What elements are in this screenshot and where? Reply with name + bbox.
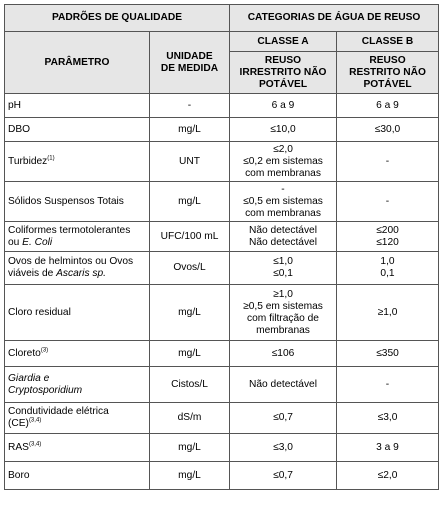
param-cell: pH xyxy=(5,94,150,118)
unit-cell: mg/L xyxy=(150,462,230,490)
param-line1: Giardia e xyxy=(8,372,50,384)
class-a-cell: ≤10,0 xyxy=(230,118,337,142)
value-line: ≤200 xyxy=(376,224,399,236)
value-line: 1,0 xyxy=(380,256,395,267)
value-line: Não detectável xyxy=(249,236,317,248)
param-line2 xyxy=(8,418,146,430)
class-b-cell: - xyxy=(337,367,439,403)
class-a-cell: Não detectável xyxy=(230,367,337,403)
value-line: com filtração de xyxy=(247,312,319,324)
param-line1: Ovos de helmintos ou Ovos xyxy=(8,256,134,267)
value-line: ≤0,5 em sistemas xyxy=(243,195,323,207)
class-b-desc-line2: RESTRITO NÃO xyxy=(349,66,426,78)
value-line: 0,1 xyxy=(380,268,395,279)
unit-cell: mg/L xyxy=(150,341,230,367)
class-a-cell xyxy=(230,222,337,252)
subheader-row-1 xyxy=(5,32,439,52)
class-b-cell: ≤3,0 xyxy=(337,403,439,434)
class-a-cell xyxy=(230,252,337,285)
footnote-ref: (3,4) xyxy=(28,417,42,424)
value-line: ≥1,0 xyxy=(273,288,293,300)
class-b-cell: ≤350 xyxy=(337,341,439,367)
table-row xyxy=(5,434,439,462)
class-b-cell: - xyxy=(337,142,439,182)
param-text: Turbidez xyxy=(8,155,48,167)
param-species: Ascaris sp. xyxy=(56,268,106,279)
footnote-ref: (1) xyxy=(47,155,55,162)
class-a-cell: ≤106 xyxy=(230,341,337,367)
header-reuse-categories: CATEGORIAS DE ÁGUA DE REUSO xyxy=(230,5,439,32)
param-text: (CE) xyxy=(8,418,29,429)
param-line2: Cryptosporidium xyxy=(8,384,83,396)
value-line: ≤0,2 em sistemas xyxy=(243,155,323,167)
unit-cell: Ovos/L xyxy=(150,252,230,285)
col-header-class-b-desc xyxy=(337,52,439,94)
unit-cell: Cistos/L xyxy=(150,367,230,403)
class-a-desc-line3: POTÁVEL xyxy=(258,78,308,90)
class-b-desc-line1: REUSO xyxy=(369,54,406,66)
value-line: ≥0,5 em sistemas xyxy=(243,300,323,312)
header-row xyxy=(5,5,439,32)
param-cell xyxy=(5,252,150,285)
param-cell xyxy=(5,403,150,434)
footnote-ref: (3,4) xyxy=(28,441,42,448)
param-cell xyxy=(5,434,150,462)
table-row xyxy=(5,142,439,182)
col-header-parameter: PARÂMETRO xyxy=(5,32,150,94)
table-row xyxy=(5,462,439,490)
param-cell: Cloro residual xyxy=(5,285,150,341)
class-a-desc-line1: REUSO xyxy=(264,54,302,66)
table-row xyxy=(5,94,439,118)
param-cell: DBO xyxy=(5,118,150,142)
unit-cell: UNT xyxy=(150,142,230,182)
class-a-cell xyxy=(230,182,337,222)
param-line2 xyxy=(8,268,146,280)
footnote-ref: (3) xyxy=(40,347,49,354)
class-b-cell: ≤30,0 xyxy=(337,118,439,142)
param-cell: Boro xyxy=(5,462,150,490)
value-line: Não detectável xyxy=(249,224,317,236)
table-row xyxy=(5,222,439,252)
class-b-cell: - xyxy=(337,182,439,222)
class-b-desc-line3: POTÁVEL xyxy=(363,78,412,90)
param-text: Cloreto xyxy=(8,347,41,359)
class-b-cell: 6 a 9 xyxy=(337,94,439,118)
table-row xyxy=(5,118,439,142)
class-a-cell xyxy=(230,285,337,341)
class-b-cell: 3 a 9 xyxy=(337,434,439,462)
table-row xyxy=(5,252,439,285)
col-header-class-b: CLASSE B xyxy=(337,32,439,52)
param-cell xyxy=(5,341,150,367)
value-line: ≤120 xyxy=(376,236,399,248)
table-row xyxy=(5,403,439,434)
value-line: ≤2,0 xyxy=(273,143,293,155)
col-header-unit-line2: DE MEDIDA xyxy=(160,62,219,74)
class-a-cell xyxy=(230,142,337,182)
class-b-cell: ≤2,0 xyxy=(337,462,439,490)
value-line: com membranas xyxy=(245,167,321,179)
param-line2 xyxy=(8,237,146,249)
class-a-cell: ≤0,7 xyxy=(230,403,337,434)
unit-cell: mg/L xyxy=(150,434,230,462)
value-line: - xyxy=(281,183,285,195)
param-text: viáveis de xyxy=(8,268,57,279)
class-a-desc-line2: IRRESTRITO NÃO xyxy=(239,66,327,78)
param-species: E. Coli xyxy=(22,236,53,248)
unit-cell: dS/m xyxy=(150,403,230,434)
unit-cell: - xyxy=(150,94,230,118)
table-row xyxy=(5,367,439,403)
col-header-unit-line1: UNIDADE xyxy=(166,50,213,62)
value-line: ≤1,0 xyxy=(273,256,293,267)
value-line: com membranas xyxy=(245,207,321,219)
unit-cell: UFC/100 mL xyxy=(150,222,230,252)
class-a-cell: 6 a 9 xyxy=(230,94,337,118)
value-line: ≤0,1 xyxy=(273,268,293,279)
class-a-cell: ≤0,7 xyxy=(230,462,337,490)
param-cell xyxy=(5,222,150,252)
param-line1: Coliformes termotolerantes xyxy=(8,224,131,236)
class-b-cell xyxy=(337,252,439,285)
param-cell xyxy=(5,142,150,182)
unit-cell: mg/L xyxy=(150,118,230,142)
class-b-cell: ≥1,0 xyxy=(337,285,439,341)
unit-cell: mg/L xyxy=(150,182,230,222)
quality-standards-table xyxy=(4,4,439,490)
value-line: membranas xyxy=(256,324,310,336)
class-a-cell: ≤3,0 xyxy=(230,434,337,462)
header-quality-standards: PADRÕES DE QUALIDADE xyxy=(5,5,230,32)
param-line1: Condutividade elétrica xyxy=(8,406,109,417)
table-row xyxy=(5,285,439,341)
table-row xyxy=(5,182,439,222)
param-cell xyxy=(5,367,150,403)
table-row xyxy=(5,341,439,367)
param-text: ou xyxy=(8,236,23,248)
param-cell: Sólidos Suspensos Totais xyxy=(5,182,150,222)
class-b-cell xyxy=(337,222,439,252)
param-text: RAS xyxy=(8,441,29,453)
col-header-unit xyxy=(150,32,230,94)
unit-cell: mg/L xyxy=(150,285,230,341)
col-header-class-a-desc xyxy=(230,52,337,94)
col-header-class-a: CLASSE A xyxy=(230,32,337,52)
